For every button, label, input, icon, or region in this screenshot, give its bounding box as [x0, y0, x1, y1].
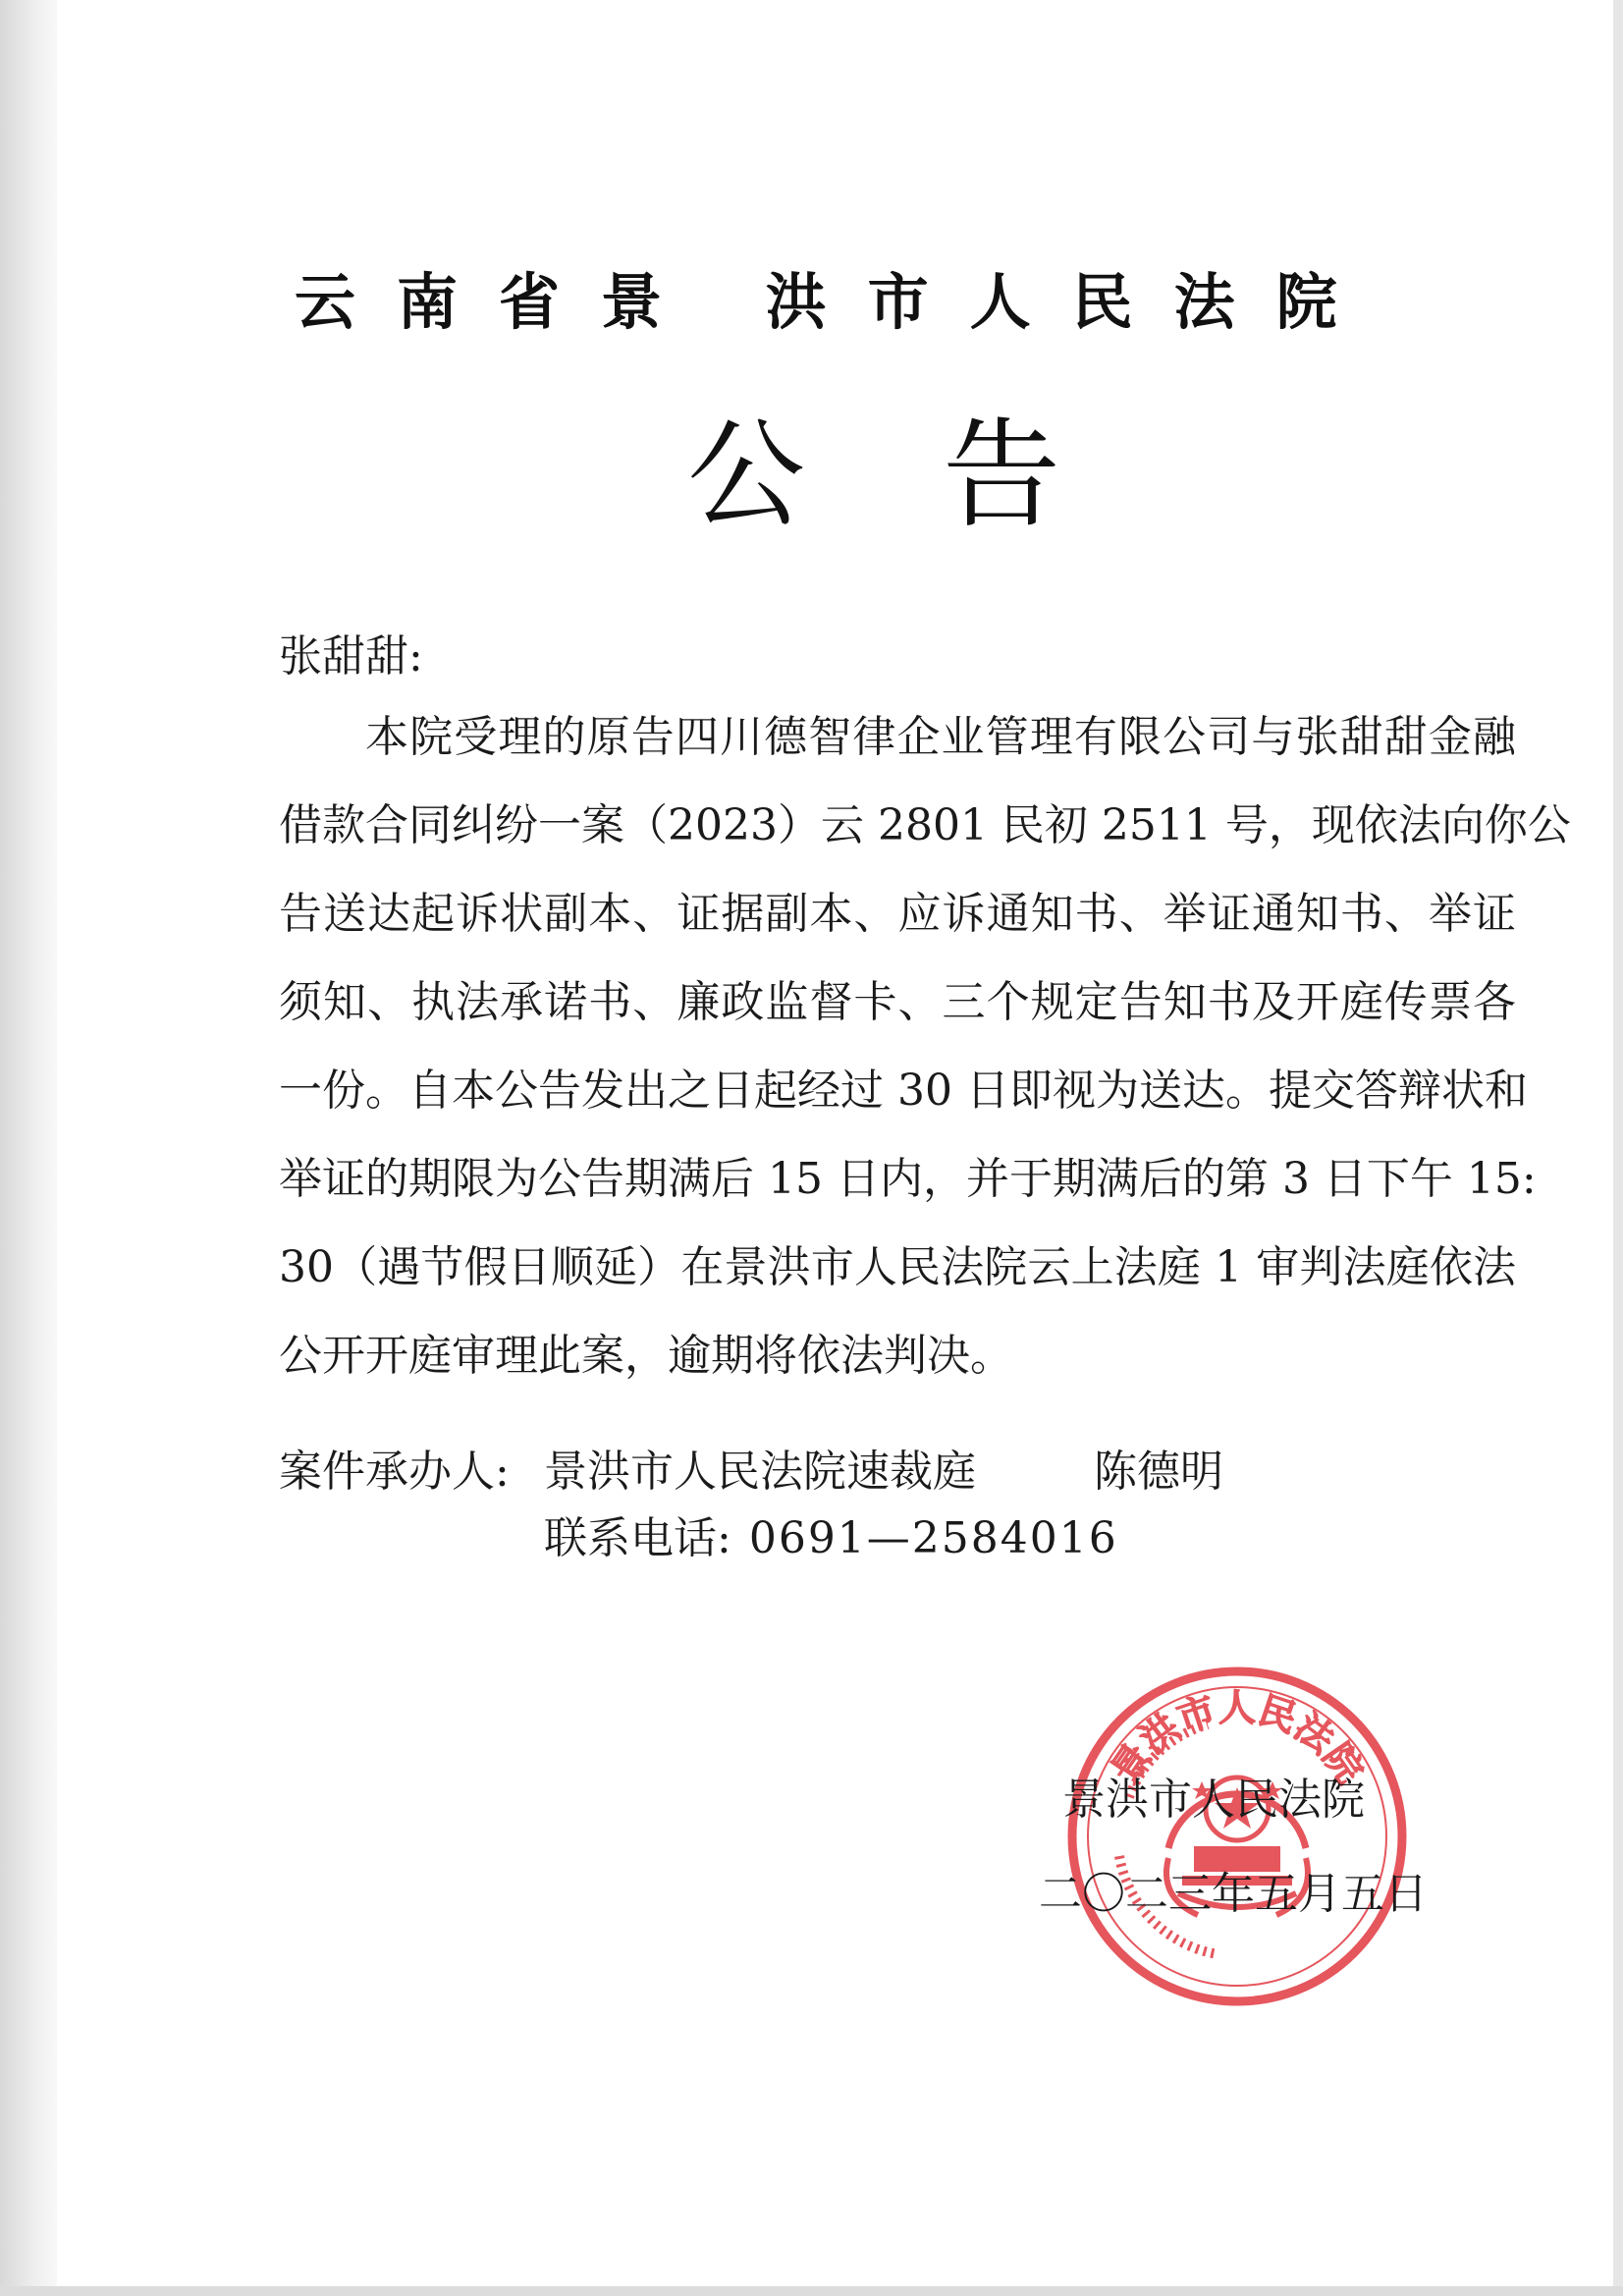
case-handler-department: 景洪市人民法院速裁庭 [544, 1447, 976, 1497]
body-line: 举证的期限为公告期满后 15 日内，并于期满后的第 3 日下午 15: [279, 1154, 1537, 1204]
contact-phone-label: 联系电话: [544, 1513, 731, 1563]
case-handler-name: 陈德明 [1094, 1447, 1223, 1497]
notice-body [279, 693, 1571, 1400]
case-handler-label: 案件承办人: [279, 1447, 510, 1497]
notice-title: 公告 [687, 408, 1198, 544]
addressee: 张甜甜: [279, 631, 423, 682]
body-line: 借款合同纠纷一案（2023）云 2801 民初 2511 号，现依法向你公 [279, 800, 1571, 850]
scan-edge-right [1613, 0, 1623, 2296]
case-handler-row [279, 1436, 1223, 1499]
seal-text: 景洪市人民法院 [1103, 1686, 1372, 1791]
body-line: 一份。自本公告发出之日起经过 30 日即视为送达。提交答辩状和 [279, 1066, 1528, 1116]
signature-date: 二〇二三年五月五日 [1039, 1869, 1428, 1919]
body-line: 公开开庭审理此案，逾期将依法判决。 [279, 1331, 1013, 1381]
contact-phone-number: 0691—2584016 [748, 1513, 1118, 1563]
scan-edge-left [0, 0, 57, 2296]
contact-phone-row [544, 1503, 1118, 1565]
court-name-heading: 云南省景 洪市人民法院 [295, 266, 1379, 338]
body-line: 本院受理的原告四川德智律企业管理有限公司与张甜甜金融 [365, 712, 1516, 762]
scan-edge-bottom [0, 2286, 1623, 2296]
body-line: 告送达起诉状副本、证据副本、应诉通知书、举证通知书、举证 [279, 889, 1516, 939]
body-line: 30（遇节假日顺延）在景洪市人民法院云上法庭 1 审判法庭依法 [279, 1242, 1516, 1292]
signature-court-name: 景洪市人民法院 [1062, 1775, 1365, 1825]
body-line: 须知、执法承诺书、廉政监督卡、三个规定告知书及开庭传票各 [279, 977, 1516, 1027]
court-seal-icon [1060, 1660, 1414, 2013]
